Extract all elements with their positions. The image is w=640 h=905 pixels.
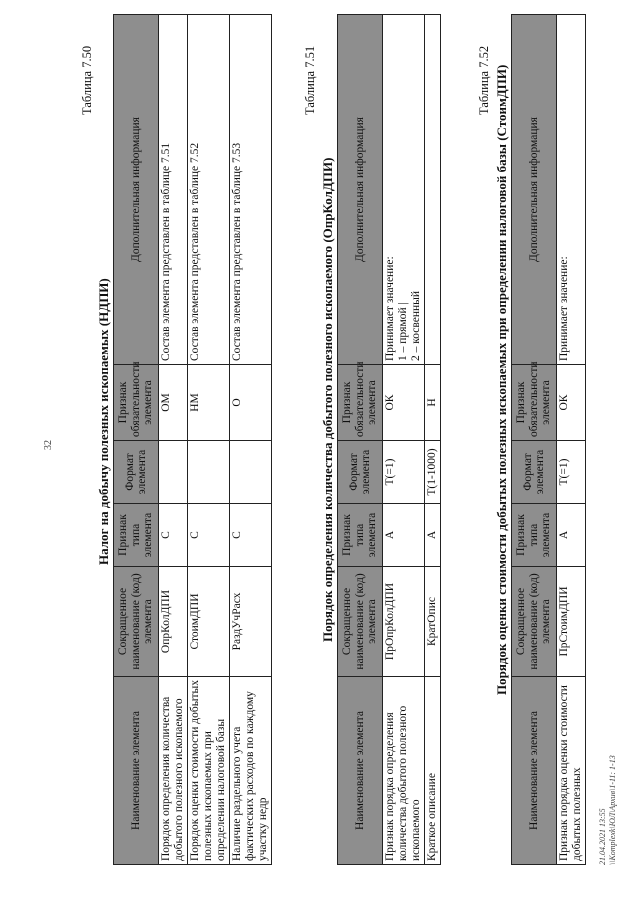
cell-format <box>230 441 272 504</box>
table-7-50 <box>113 14 272 865</box>
cell-name: Признак порядка оценки стоимости добытых полезных <box>557 677 586 865</box>
cell-type: А <box>557 504 586 567</box>
cell-info: Состав элемента представлен в таблице 7.52 <box>188 15 230 365</box>
cell-format: T(1-1000) <box>425 441 441 504</box>
stamp-date: 21.04.2021 13:55 <box>598 808 607 865</box>
cell-name: Порядок определения количества добытого полезного ископаемого <box>159 677 188 865</box>
header-required: Признак обязательности элемента <box>114 365 159 441</box>
cell-format <box>188 441 230 504</box>
table-7-50-label: Таблица 7.50 <box>80 45 94 115</box>
cell-type: С <box>230 504 272 567</box>
table-row <box>425 15 441 865</box>
cell-required: ОМ <box>159 365 188 441</box>
header-code: Сокращенное наименование (код) элемента <box>338 567 383 677</box>
cell-name: Признак порядка определения количества добытого полезного ископаемого <box>383 677 425 865</box>
header-name: Наименование элемента <box>512 677 557 865</box>
table-7-52 <box>511 14 586 865</box>
table-row <box>159 15 188 865</box>
stamp-path: \\Komplexk\ЮЛ\Архив\1-11: 1-13 <box>608 755 617 865</box>
header-code: Сокращенное наименование (код) элемента <box>512 567 557 677</box>
header-format: Формат элемента <box>512 441 557 504</box>
cell-format <box>159 441 188 504</box>
cell-info: Состав элемента представлен в таблице 7.53 <box>230 15 272 365</box>
table-7-51-title: Порядок определения количества добытого полезного ископаемого (ОпрКолДПИ) <box>320 157 335 642</box>
header-name: Наименование элемента <box>338 677 383 865</box>
header-info: Дополнительная информация <box>512 15 557 365</box>
header-format: Формат элемента <box>338 441 383 504</box>
cell-name: Краткое описание <box>425 677 441 865</box>
cell-code: ПрОпрКолДПИ <box>383 567 425 677</box>
cell-format: T(=1) <box>557 441 586 504</box>
header-type: Признак типа элемента <box>338 504 383 567</box>
table-7-52-title: Порядок оценки стоимости добытых полезных ископаемых при определении налоговой базы (СтоимДПИ) <box>494 64 509 695</box>
table-row <box>557 15 586 865</box>
cell-type: С <box>159 504 188 567</box>
cell-required: Н <box>425 365 441 441</box>
cell-code: ПрСтоимДПИ <box>557 567 586 677</box>
table-row <box>188 15 230 865</box>
cell-type: С <box>188 504 230 567</box>
cell-required: О <box>230 365 272 441</box>
cell-code: РаздУчРасх <box>230 567 272 677</box>
header-info: Дополнительная информация <box>114 15 159 365</box>
header-type: Признак типа элемента <box>512 504 557 567</box>
cell-code: КратОпис <box>425 567 441 677</box>
cell-format: T(=1) <box>383 441 425 504</box>
cell-type: А <box>425 504 441 567</box>
table-7-51-label: Таблица 7.51 <box>303 45 317 115</box>
table-7-51 <box>337 14 441 865</box>
cell-required: НМ <box>188 365 230 441</box>
cell-info <box>425 15 441 365</box>
table-7-52-label: Таблица 7.52 <box>477 45 491 115</box>
table-row <box>230 15 272 865</box>
cell-info: Состав элемента представлен в таблице 7.51 <box>159 15 188 365</box>
table-row <box>383 15 425 865</box>
header-format: Формат элемента <box>114 441 159 504</box>
header-required: Признак обязательности элемента <box>512 365 557 441</box>
cell-name: Порядок оценки стоимости добытых полезных ископаемых при определении налоговой базы <box>188 677 230 865</box>
cell-required: ОК <box>557 365 586 441</box>
print-stamp <box>598 755 618 865</box>
page-number: 32 <box>43 440 54 450</box>
cell-code: ОпрКолДПИ <box>159 567 188 677</box>
cell-code: СтоимДПИ <box>188 567 230 677</box>
header-code: Сокращенное наименование (код) элемента <box>114 567 159 677</box>
header-info: Дополнительная информация <box>338 15 383 365</box>
cell-type: А <box>383 504 425 567</box>
cell-info: Принимает значение: 1 – прямой | 2 – косвенный <box>383 15 425 365</box>
header-name: Наименование элемента <box>114 677 159 865</box>
cell-required: ОК <box>383 365 425 441</box>
table-7-50-title: Налог на добычу полезных ископаемых (НДПИ) <box>96 278 111 565</box>
cell-info: Принимает значение: <box>557 15 586 365</box>
header-type: Признак типа элемента <box>114 504 159 567</box>
cell-name: Наличие раздельного учета фактических расходов по каждому участку недр <box>230 677 272 865</box>
header-required: Признак обязательности элемента <box>338 365 383 441</box>
